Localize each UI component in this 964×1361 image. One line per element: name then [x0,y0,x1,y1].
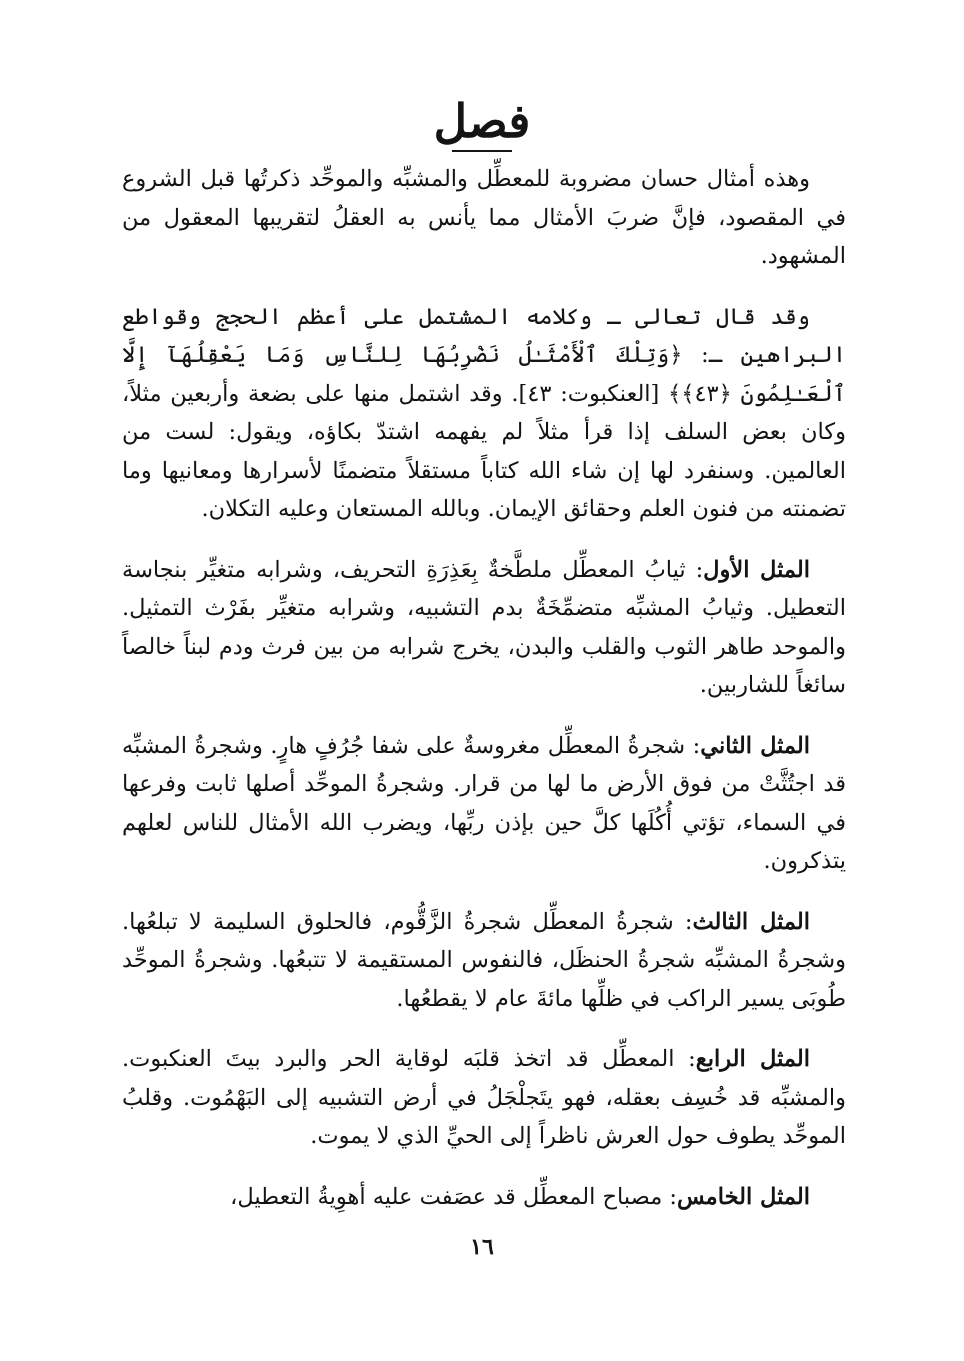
parable-label: المثل الثاني [700,732,811,759]
quran-paragraph-lead: وقد قال تعالى ـ وكلامه المشتمل على أعظم الحجج وقواطع البراهين ـ: [122,303,847,368]
parable-5 [122,1178,846,1217]
quran-paragraph-rest: [العنكبوت: ٤٣]. وقد اشتمل منها على بضعة وأربعين مثلاً، وكان بعض السلف إذا قرأ مثلاً لم يفهمه اشتدّ بكاؤه، ويقول: لست من العالمين. وسنفرد لها إن شاء الله كتاباً مستقلاً متضمنًا لأسرارها ومعانيها وما تضمنته من فنون العلم وحقائق الإيمان. وبالله المستعان وعليه التكلان. [122,380,846,522]
parable-label: المثل الثالث [692,908,810,935]
parable-text: : مصباح المعطِّل قد عصَفت عليه أهوِيةُ التعطيل، [230,1183,677,1210]
parable-text: : شجرةُ المعطِّل مغروسةٌ على شفا جُرُفٍ هارٍ. وشجرةُ المشبِّه قد اجتُثَّتْ من فوق الأرض ما لها من قرار. وشجرةُ الموحِّد أصلها ثابت وفرعها في السماء، تؤتي أُكُلَها كلَّ حين بإذن ربِّها، ويضرب الله الأمثال للناس لعلهم يتذكرون. [122,732,846,874]
quran-verse: ﴿وَتِلْكَ ٱلْأَمْثَـٰلُ نَضْرِبُهَا لِلنَّاسِ وَمَا يَعْقِلُهَآ إِلَّا ٱلْعَـٰلِمُونَ ﴿٤٣﴾﴾ [122,342,846,407]
parable-label: المثل الخامس [676,1183,810,1210]
parable-text: : المعطِّل قد اتخذ قلبَه لوقاية الحر والبرد بيتَ العنكبوت. والمشبِّه قد خُسِف بعقله، فهو يتَجلْجَلُ في أرض التشبيه إلى البَهْمُوت. وقلبُ الموحِّد يطوف حول العرش ناظراً إلى الحيِّ الذي لا يموت. [122,1046,846,1149]
quran-paragraph [122,298,846,529]
heading-underline [452,150,512,152]
parable-text: : شجرةُ المعطِّل شجرةُ الزَّقُّوم، فالحلوق السليمة لا تبلعُها. وشجرةُ المشبِّه شجرةُ الحنظَل، فالنفوس المستقيمة لا تتبعُها. وشجرةُ الموحِّد طُوبَى يسير الراكب في ظلِّها مائةَ عام لا يقطعُها. [122,908,846,1012]
intro-text: وهذه أمثال حسان مضروبة للمعطِّل والمشبِّه والموحِّد ذكرتُها قبل الشروع في المقصود، فإنَّ ضربَ الأمثال مما يأنس به العقلُ لتقريبها المعقول من المشهود. [122,166,846,269]
parable-text: : ثيابُ المعطِّل ملطَّخةٌ بِعَذِرَةِ التحريف، وشرابه متغيِّر بنجاسة التعطيل. وثيابُ المشبِّه متضمِّخَةٌ بدم التشبيه، وشرابه متغيِّر بفَرْث التمثيل. والموحد طاهر الثوب والقلب والبدن، يخرج شرابه من بين فرث ودم لبناً خالصاً سائغاً للشاربين. [122,556,846,698]
parable-4 [122,1040,846,1156]
section-heading: فصل [433,94,531,148]
parable-label: المثل الرابع [695,1046,810,1072]
parable-2 [122,727,846,881]
parable-label: المثل الأول [703,556,810,583]
parable-1 [122,551,846,705]
intro-paragraph [122,160,846,276]
page-number: ١٦ [470,1234,494,1260]
body-text [122,160,846,1238]
parable-3 [122,903,846,1019]
